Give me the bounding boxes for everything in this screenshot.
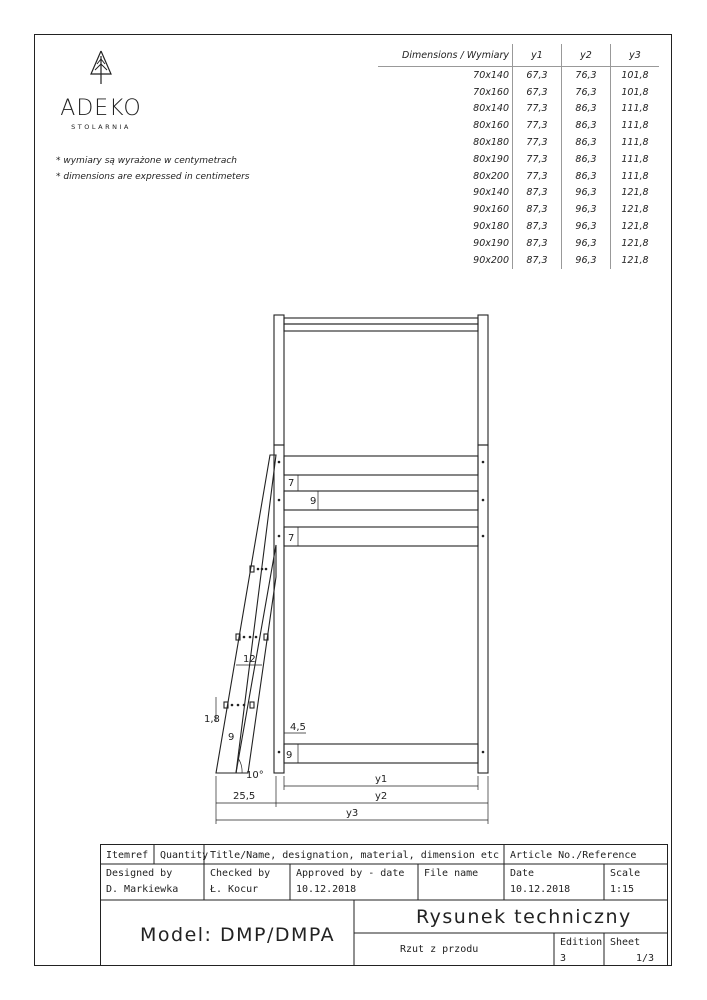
y2-cell: 86,3 [562, 117, 611, 134]
dim-label-7b: 7 [288, 533, 295, 544]
y3-cell: 101,8 [611, 67, 660, 84]
y3-cell: 111,8 [611, 101, 660, 118]
article-label: Article No./Reference [510, 850, 637, 861]
quantity-label: Quantity [160, 850, 209, 861]
checked-by-label: Checked by [210, 868, 271, 879]
y1-cell: 77,3 [513, 168, 562, 185]
title-block [100, 844, 668, 966]
checked-by-value: Ł. Kocur [210, 884, 259, 895]
y2-cell: 76,3 [562, 84, 611, 101]
bed-frame [216, 315, 488, 773]
designed-by-label: Designed by [106, 868, 173, 879]
dim-label-12: 12 [243, 654, 256, 665]
y1-cell: 77,3 [513, 101, 562, 118]
y2-cell: 96,3 [562, 235, 611, 252]
y2-cell: 86,3 [562, 168, 611, 185]
date-value: 10.12.2018 [510, 884, 571, 895]
y3-cell: 111,8 [611, 134, 660, 151]
y3-cell: 111,8 [611, 151, 660, 168]
guard-board-3 [284, 527, 478, 546]
top-rail-2 [284, 324, 478, 331]
approved-label: Approved by - date [296, 868, 405, 879]
y2-cell: 96,3 [562, 185, 611, 202]
bed-size-cell: 80x200 [473, 170, 509, 182]
document-title: Rysunek techniczny [416, 906, 632, 928]
dim-label-y3: y3 [346, 808, 359, 819]
y1-cell: 77,3 [513, 151, 562, 168]
view-name: Rzut z przodu [400, 944, 479, 955]
top-rail-1 [284, 318, 478, 324]
y3-cell: 121,8 [611, 201, 660, 218]
dim-label-9c: 9 [286, 750, 293, 761]
y1-cell: 77,3 [513, 134, 562, 151]
model-name: Model: DMP/DMPA [140, 924, 336, 946]
y1-cell: 87,3 [513, 185, 562, 202]
bed-size-cell: 90x140 [473, 187, 509, 199]
bottom-board [284, 744, 478, 763]
left-post-upper [274, 315, 284, 445]
y3-cell: 111,8 [611, 117, 660, 134]
y1-cell: 87,3 [513, 201, 562, 218]
bed-size-cell: 90x190 [473, 237, 509, 249]
dimensions-header: Dimensions / Wymiary [378, 44, 513, 67]
sheet-label: Sheet [610, 937, 641, 948]
bed-size-cell: 90x160 [473, 204, 509, 216]
dim-label-angle: 10° [246, 770, 264, 781]
rung-3-end [250, 702, 254, 708]
scale-value: 1:15 [610, 884, 635, 895]
dim-label-9b: 9 [228, 732, 235, 743]
dim-label-7a: 7 [288, 478, 295, 489]
company-subtitle: STOLARNIA [71, 123, 131, 131]
right-post-upper [478, 315, 488, 445]
ladder-rail-right [236, 545, 276, 773]
y2-cell: 96,3 [562, 218, 611, 235]
y3-cell: 111,8 [611, 168, 660, 185]
y2-header: y2 [562, 44, 611, 67]
y2-cell: 86,3 [562, 101, 611, 118]
approved-date: 10.12.2018 [296, 884, 357, 895]
designed-by-value: D. Markiewka [106, 884, 179, 895]
itemref-label: Itemref [106, 850, 149, 861]
ladder-rail-left [216, 455, 276, 773]
bed-size-cell: 90x200 [473, 254, 509, 266]
dim-label-1-8: 1,8 [204, 714, 220, 725]
date-label: Date [510, 868, 535, 879]
bed-size-cell: 80x140 [473, 103, 509, 115]
company-name: ADEKO [60, 96, 142, 121]
dim-label-4-5: 4,5 [290, 722, 306, 733]
y2-cell: 86,3 [562, 151, 611, 168]
dim-label-25-5: 25,5 [233, 791, 256, 802]
y3-cell: 101,8 [611, 84, 660, 101]
y1-cell: 67,3 [513, 84, 562, 101]
dim-label-y1: y1 [375, 774, 388, 785]
bed-size-cell: 80x160 [473, 120, 509, 132]
note-english: * dimensions are expressed in centimeters [56, 172, 250, 182]
left-post-lower [274, 445, 284, 773]
bed-size-cell: 90x180 [473, 221, 509, 233]
edition-value: 3 [560, 953, 567, 964]
sheet-value: 1/3 [636, 953, 655, 964]
dim-label-y2: y2 [375, 791, 388, 802]
screw-holes [231, 461, 485, 754]
title-name-label: Title/Name, designation, material, dimension etc [210, 850, 499, 861]
dim-label-9: 9 [310, 496, 317, 507]
y3-cell: 121,8 [611, 218, 660, 235]
y2-cell: 96,3 [562, 252, 611, 269]
y2-cell: 96,3 [562, 201, 611, 218]
y3-header: y3 [611, 44, 660, 67]
note-polish: * wymiary są wyrażone w centymetrach [56, 156, 237, 166]
y3-cell: 121,8 [611, 185, 660, 202]
y2-cell: 76,3 [562, 67, 611, 84]
scale-label: Scale [610, 868, 641, 879]
y1-cell: 87,3 [513, 252, 562, 269]
edition-label: Edition [560, 937, 603, 948]
bed-size-cell: 80x180 [473, 137, 509, 149]
y1-header: y1 [513, 44, 562, 67]
y3-cell: 121,8 [611, 252, 660, 269]
y1-cell: 87,3 [513, 235, 562, 252]
y1-cell: 67,3 [513, 67, 562, 84]
y3-cell: 121,8 [611, 235, 660, 252]
y2-cell: 86,3 [562, 134, 611, 151]
bed-size-cell: 70x160 [473, 86, 509, 98]
guard-board-1 [284, 456, 478, 475]
file-name-label: File name [424, 868, 479, 879]
y1-cell: 87,3 [513, 218, 562, 235]
right-post-lower [478, 445, 488, 773]
bed-size-cell: 80x190 [473, 153, 509, 165]
bed-size-cell: 70x140 [473, 69, 509, 81]
y1-cell: 77,3 [513, 117, 562, 134]
